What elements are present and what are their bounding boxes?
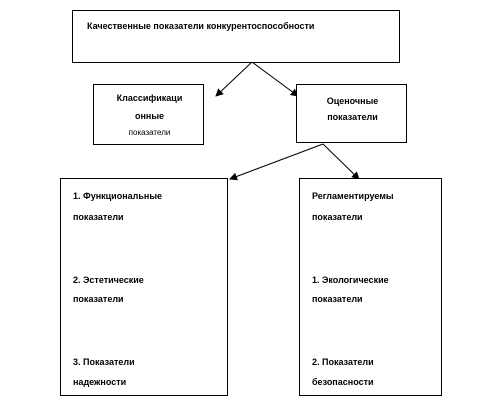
left-item-3-line2: надежности	[73, 377, 127, 387]
evaluation-box	[296, 84, 407, 143]
arrow-to-evaluation	[252, 62, 298, 96]
left-item-1-line2: показатели	[73, 212, 124, 222]
classification-label-line1: Классификаци	[116, 93, 183, 103]
right-item-1-line2: показатели	[312, 294, 363, 304]
top-concept-label: Качественные показатели конкурентоспособности	[87, 21, 315, 31]
left-item-2-line1: 2. Эстетические	[73, 275, 144, 285]
arrow-to-right-group	[323, 144, 359, 179]
arrow-to-left-group	[230, 144, 323, 179]
right-header-line2: показатели	[312, 212, 363, 222]
arrow-to-classification	[216, 62, 252, 96]
right-item-2-line2: безопасности	[312, 377, 374, 387]
left-item-2-line2: показатели	[73, 294, 124, 304]
evaluation-label-line1: Оценочные	[326, 96, 379, 106]
right-item-1-line1: 1. Экологические	[312, 275, 389, 285]
classification-label-line3: показатели	[128, 128, 171, 137]
right-item-2-line1: 2. Показатели	[312, 357, 374, 367]
top-concept-box	[72, 10, 400, 63]
left-item-3-line1: 3. Показатели	[73, 357, 135, 367]
right-group-box	[299, 178, 442, 396]
evaluation-label-line2: показатели	[327, 112, 378, 122]
classification-label-line2: онные	[134, 111, 165, 121]
right-header-line1: Регламентируемы	[312, 191, 394, 201]
left-group-box	[60, 178, 228, 396]
classification-box	[93, 84, 204, 145]
left-item-1-line1: 1. Функциональные	[73, 191, 163, 201]
